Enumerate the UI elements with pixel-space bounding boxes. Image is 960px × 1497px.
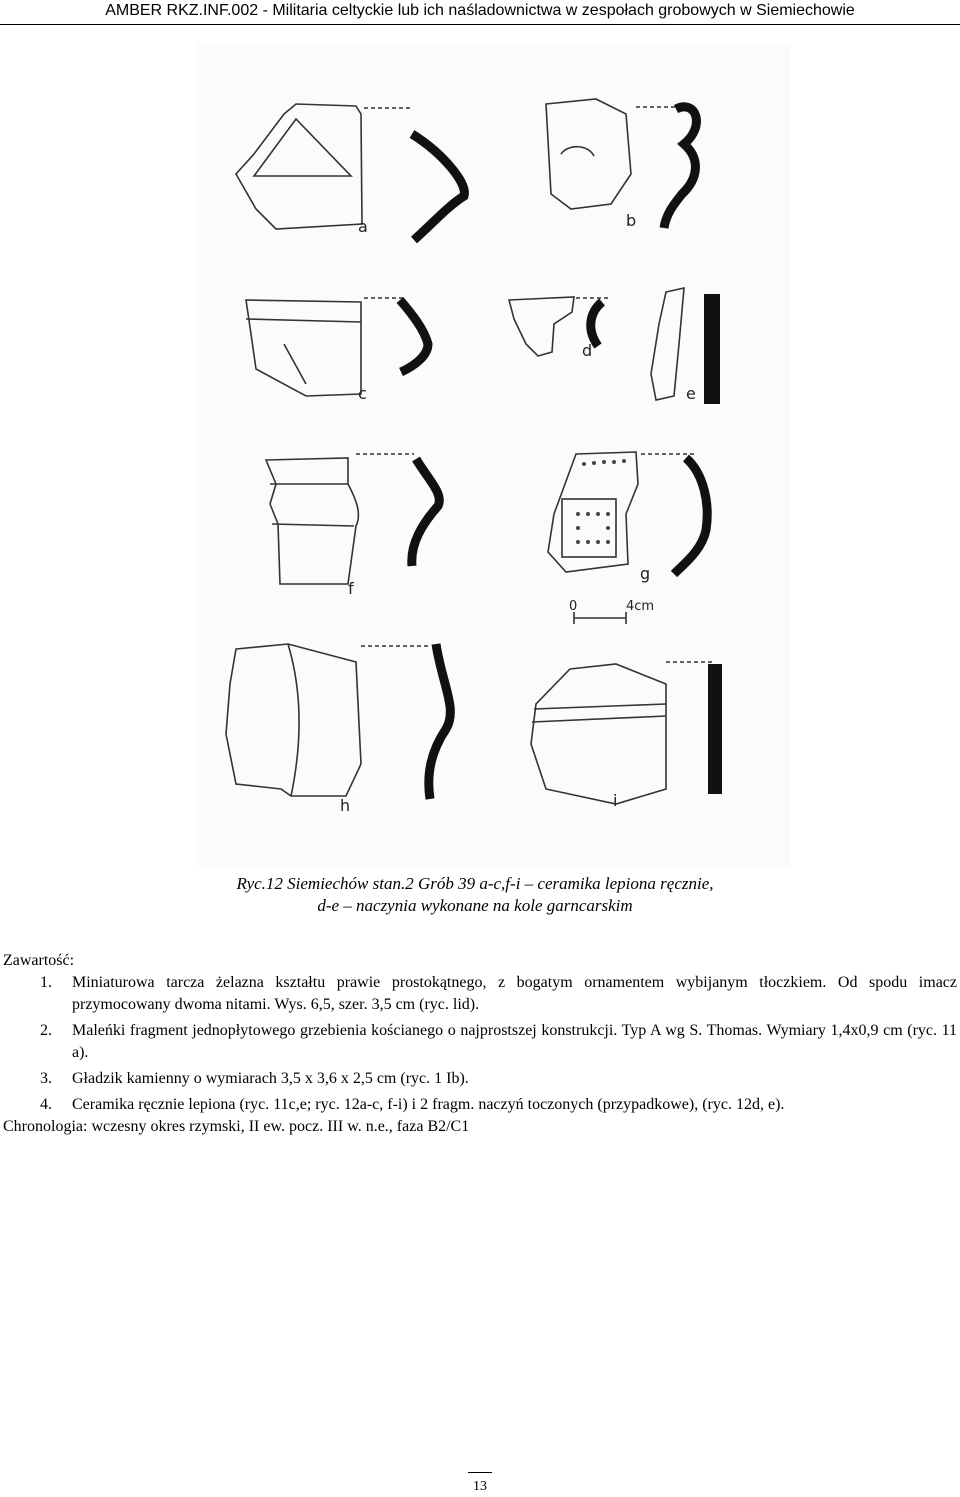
- item-text: Miniaturowa tarcza żelazna kształtu prawie prostokątnego, z bogatym ornamentem wybijanym tłoczkiem. Od spodu imacz przymocowany dwoma nitami. Wys. 6,5, szer. 3,5 cm (ryc. lid).: [72, 974, 957, 1013]
- label-b: b: [626, 211, 637, 230]
- caption-line-1: Ryc.12 Siemiechów stan.2 Grób 39 a-c,f-i – ceramika lepiona ręcznie,: [236, 874, 714, 893]
- sherd-g: [548, 452, 696, 572]
- sherd-i: [531, 662, 713, 804]
- sherd-f: [266, 454, 414, 584]
- label-i: i: [613, 791, 618, 810]
- caption-line-2: d-e – naczynia wykonane na kole garncarskim: [317, 896, 633, 915]
- header-rule: [0, 24, 960, 25]
- item-number: 3.: [40, 1070, 52, 1087]
- item-text: Maleńki fragment jednopłytowego grzebienia kościanego o najprostszej konstrukcji. Typ A wg S. Thomas. Wymiary 1,4x0,9 cm (ryc. 11 a).: [72, 1022, 957, 1061]
- contents-section: [3, 950, 957, 1138]
- document-header: AMBER RKZ.INF.002 - Militaria celtyckie lub ich naśladownictwa w zespołach grobowych w Siemiechowie: [105, 2, 855, 19]
- label-f: f: [348, 579, 354, 598]
- list-item: [3, 972, 957, 1016]
- chronology-line: Chronologia: wczesny okres rzymski, II ew. pocz. III w. n.e., faza B2/C1: [3, 1118, 470, 1135]
- item-text: Ceramika ręcznie lepiona (ryc. 11c,e; ryc. 12a-c, f-i) i 2 fragm. naczyń toczonych (przypadkowe), (ryc. 12d, e).: [72, 1096, 785, 1113]
- pottery-figure: [196, 44, 790, 866]
- sherd-c: [246, 298, 406, 396]
- pottery-drawing: [196, 44, 790, 866]
- sherd-e: [651, 288, 684, 400]
- list-item: [3, 1020, 957, 1064]
- label-c: c: [358, 384, 367, 403]
- label-e: e: [686, 384, 696, 403]
- sherd-b: [546, 99, 678, 209]
- label-g: g: [640, 564, 651, 583]
- item-number: 2.: [40, 1022, 52, 1039]
- item-number: 1.: [40, 974, 52, 991]
- sherd-h: [226, 644, 428, 796]
- item-number: 4.: [40, 1096, 52, 1113]
- page-number: 13: [473, 1479, 487, 1494]
- contents-heading: Zawartość:: [3, 952, 75, 969]
- label-a: a: [358, 217, 368, 236]
- figure-caption: [150, 873, 800, 917]
- list-item: [3, 1094, 957, 1116]
- sherd-a: [236, 104, 412, 229]
- item-text: Gładzik kamienny o wymiarach 3,5 x 3,6 x 2,5 cm (ryc. 1 Ib).: [72, 1070, 469, 1087]
- label-h: h: [340, 796, 351, 815]
- scale-length: 4cm: [626, 599, 655, 614]
- footer-rule: [468, 1472, 492, 1473]
- label-d: d: [582, 341, 593, 360]
- scale-bar: [574, 612, 626, 624]
- scale-zero: 0: [569, 599, 578, 614]
- list-item: [3, 1068, 957, 1090]
